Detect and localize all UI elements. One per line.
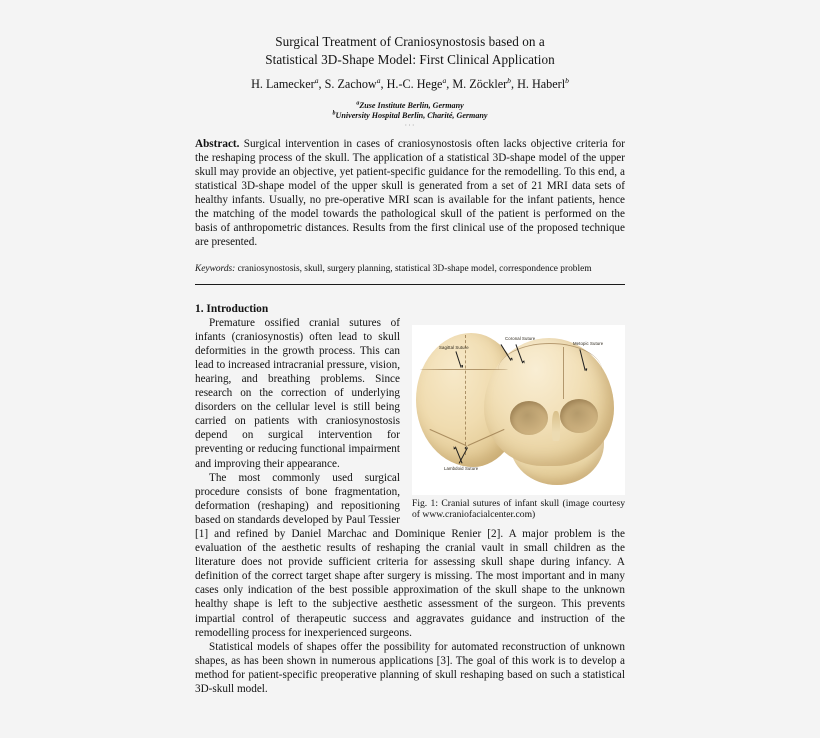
author-affiliation-mark: a	[314, 75, 319, 85]
label-metopic-suture: Metopic Suture	[573, 340, 604, 346]
nasal-aperture	[552, 411, 560, 441]
author-name: H. Lamecker	[251, 77, 315, 91]
section-separator-dots: ···	[404, 120, 416, 130]
affiliation-text: Zuse Institute Berlin, Germany	[359, 101, 464, 110]
horizontal-divider	[195, 284, 625, 285]
title-block	[195, 0, 625, 131]
suture-line-metopic	[563, 347, 565, 399]
author-affiliation-mark: a	[442, 75, 447, 85]
abstract-heading: Abstract.	[195, 137, 240, 150]
page-title	[195, 33, 625, 68]
author-name: H. Haberl	[517, 77, 566, 91]
keywords-label: Keywords:	[195, 263, 236, 274]
affiliation-list	[195, 101, 625, 122]
abstract-block	[195, 137, 625, 250]
keywords-block	[195, 263, 625, 275]
author-list: H. Lamecker$^a$, S. Zachow$^a$, H.-C. Hege$^a$, M. Zöckler$^b$, H. Haberl$^b$	[251, 75, 569, 91]
affiliation-item	[195, 101, 625, 111]
affiliation-mark: a	[356, 100, 360, 107]
paragraph: Premature ossified cranial sutures of infants (craniosynostis) often lead to skull deformities in the growth process. This can lead to increased intracranial pressure, vision, hearing, and breathing problems. Since research on the correction of underlying disorders on the cellular level is still being carried on patients with craniosynostosis depend on surgical intervention for preventing or reducing functional impairment and improving their appearance.	[195, 316, 400, 470]
figure-1	[412, 325, 625, 522]
author-affiliation-mark: b	[565, 75, 569, 85]
label-lambdoid-suture: Lambdoid Suture	[444, 465, 479, 471]
suture-line-coronal-back	[420, 369, 508, 370]
affiliation-mark: b	[332, 110, 336, 117]
author-name: H.-C. Hege	[386, 77, 443, 91]
orbit-left	[510, 401, 548, 435]
orbit-right	[560, 399, 598, 433]
paper-title-line-2: Statistical 3D-Shape Model: First Clinical Application	[265, 51, 555, 67]
keywords-text: craniosynostosis, skull, surgery planning, statistical 3D-shape model, correspondence problem	[237, 263, 592, 274]
paper-content-column	[195, 0, 625, 696]
suture-line-sagittal	[465, 335, 467, 455]
paragraph: The most commonly used surgical procedure consists of bone fragmentation, deformation (reshaping) and repositioning based on standards developed by Paul Tessier [1] and refined by Daniel Marchac and Dominique Renier [2]. A major problem is the evaluation of the aesthetic results of reshaping the cranial vault in small children as the literature does not provide sufficient criteria for assessing skull shape during infancy. A definition of the correct target shape after surgery is missing. The most important and in many cases only indication of the best possible approximation of the skull shape to the unknown healthy shape is left to the subjective aesthetic assessment of the surgeon. This prevents impartial control of therapeutic success and aggravates guidance and instruction of the remodelling process for inexperienced surgeons.	[195, 471, 625, 639]
section-heading-introduction: 1. Introduction	[195, 302, 269, 315]
label-sagittal-suture: Sagittal Suture	[439, 344, 469, 350]
figure-caption: Fig. 1: Cranial sutures of infant skull (image courtesy of www.craniofacialcenter.com)	[412, 497, 625, 521]
affiliation-text: University Hospital Berlin, Charité, Germany	[335, 111, 488, 121]
author-name: S. Zachow	[324, 77, 377, 91]
infant-skull-illustration	[412, 325, 625, 495]
abstract-text: Surgical intervention in cases of craniosynostosis often lacks objective criteria for the reshaping process of the skull. The application of a statistical 3D-shape model of the upper skull may provide an objective, yet patient-specific guidance for the remodelling. To this end, a statistical 3D-shape model of the upper skull is generated from a set of 21 MRI data sets of healthy infants. Usually, no pre-operative MRI scan is available for the infant patients, hence the matching of the model towards the pathological skull of the patient is performed on the basis of anthropometric distances. Results from the first clinical use of the proposed technique are presented.	[195, 137, 626, 249]
paper-title-line-1: Surgical Treatment of Craniosynostosis based on a	[275, 34, 545, 49]
author-affiliation-mark: b	[507, 75, 511, 85]
author-name: M. Zöckler	[452, 77, 508, 91]
paragraph: Statistical models of shapes offer the possibility for automated reconstruction of unknown shapes, as has been shown in numerous applications [3]. The goal of this work is to develop a method for patient-specific preoperative planning of skull reshaping based on such a statistical 3D-skull model.	[195, 640, 625, 695]
label-coronal-suture: Coronal Suture	[505, 335, 536, 341]
author-affiliation-mark: a	[376, 75, 381, 85]
